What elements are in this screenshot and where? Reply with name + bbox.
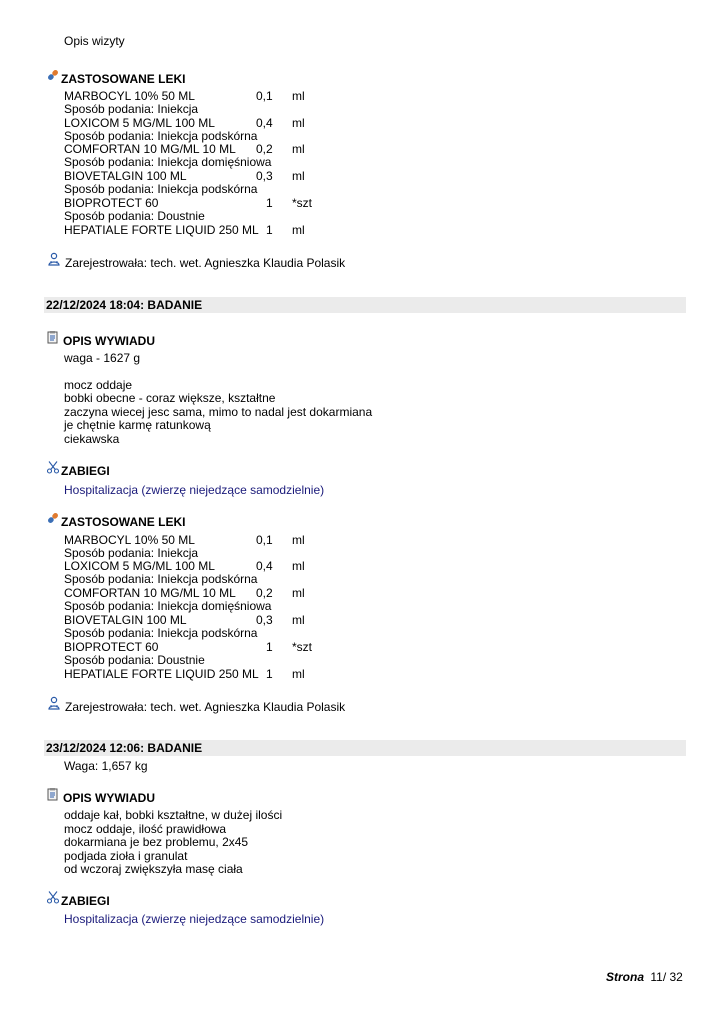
med-route: Sposób podania: Iniekcja [64,102,199,116]
med-route: Sposób podania: Iniekcja podskórna [64,129,258,143]
note-line: ciekawska [64,432,120,446]
med-route: Sposób podania: Iniekcja podskórna [64,626,258,640]
med-qty: 0,1 [256,89,273,103]
med-qty: 0,3 [256,613,273,627]
med-unit: ml [292,559,305,573]
med-name: BIOPROTECT 60 [64,196,159,210]
note-line: bobki obecne - coraz większe, kształtne [64,391,276,405]
med-qty: 0,4 [256,559,273,573]
med-name: HEPATIALE FORTE LIQUID 250 ML [64,667,259,681]
med-route: Sposób podania: Iniekcja podskórna [64,182,258,196]
med-unit: ml [292,613,305,627]
med-qty: 1 [266,667,273,681]
scissors-icon [46,890,60,904]
med-unit: ml [292,667,305,681]
visit-header-bar [44,740,686,756]
med-qty: 1 [266,640,273,654]
page-footer [606,970,683,984]
med-name: LOXICOM 5 MG/ML 100 ML [64,559,215,573]
doctor-icon [47,696,61,710]
med-route: Sposób podania: Iniekcja domięśniowa [64,599,272,613]
registered-by: Zarejestrowała: tech. wet. Agnieszka Klaudia Polasik [65,256,346,270]
meds-title-2: ZASTOSOWANE LEKI [61,515,186,529]
med-route: Sposób podania: Doustnie [64,209,205,223]
note-line: je chętnie karmę ratunkową [64,418,211,432]
pill-icon [46,511,60,525]
note-line: podjada zioła i granulat [64,849,188,863]
note-line: zaczyna wiecej jesc sama, mimo to nadal jest dokarmiana [64,405,373,419]
med-qty: 0,2 [256,586,273,600]
med-name: BIOVETALGIN 100 ML [64,613,187,627]
med-unit: ml [292,142,305,156]
visit-description-label: Opis wizyty [64,34,125,48]
med-name: BIOPROTECT 60 [64,640,159,654]
med-name: COMFORTAN 10 MG/ML 10 ML [64,586,236,600]
med-route: Sposób podania: Iniekcja [64,546,199,560]
procedure-link[interactable]: Hospitalizacja (zwierzę niejedzące samodzielnie) [64,912,325,926]
note-line: dokarmiana je bez problemu, 2x45 [64,835,249,849]
procedures-title-2: ZABIEGI [61,464,110,478]
scissors-icon [46,460,60,474]
history-title-2: OPIS WYWIADU [63,334,155,348]
med-unit: *szt [292,640,313,654]
note-line: oddaje kał, bobki kształtne, w dużej ilości [64,808,283,822]
clipboard-icon [46,787,60,801]
procedure-link[interactable]: Hospitalizacja (zwierzę niejedzące samodzielnie) [64,483,325,497]
med-unit: *szt [292,196,313,210]
doctor-icon [47,252,61,266]
med-route: Sposób podania: Doustnie [64,653,205,667]
procedures-title-3: ZABIEGI [61,894,110,908]
visit-header: 22/12/2024 18:04: BADANIE [46,298,203,312]
med-qty: 0,2 [256,142,273,156]
med-name: MARBOCYL 10% 50 ML [64,533,195,547]
note-line: od wczoraj zwiększyła masę ciała [64,862,243,876]
pill-icon [46,68,60,82]
med-name: COMFORTAN 10 MG/ML 10 ML [64,142,236,156]
med-qty: 0,4 [256,116,273,130]
med-qty: 0,3 [256,169,273,183]
note-line: mocz oddaje, ilość prawidłowa [64,822,227,836]
weight: Waga: 1,657 kg [64,759,148,773]
med-route: Sposób podania: Iniekcja podskórna [64,572,258,586]
med-name: HEPATIALE FORTE LIQUID 250 ML [64,223,259,237]
page-number: 11/ 32 [650,970,683,984]
med-route: Sposób podania: Iniekcja domięśniowa [64,155,272,169]
med-name: LOXICOM 5 MG/ML 100 ML [64,116,215,130]
registered-by: Zarejestrowała: tech. wet. Agnieszka Klaudia Polasik [65,700,346,714]
med-unit: ml [292,116,305,130]
visit-header: 23/12/2024 12:06: BADANIE [46,741,203,755]
note-line: mocz oddaje [64,378,133,392]
med-name: BIOVETALGIN 100 ML [64,169,187,183]
med-unit: ml [292,586,305,600]
med-unit: ml [292,533,305,547]
med-name: MARBOCYL 10% 50 ML [64,89,195,103]
med-qty: 1 [266,223,273,237]
meds-title-1: ZASTOSOWANE LEKI [61,72,186,86]
clipboard-icon [46,330,60,344]
page-label: Strona [606,970,645,984]
med-qty: 1 [266,196,273,210]
med-qty: 0,1 [256,533,273,547]
weight: waga - 1627 g [64,351,141,365]
med-unit: ml [292,223,305,237]
history-title-3: OPIS WYWIADU [63,791,155,805]
visit-header-bar [44,297,686,313]
med-unit: ml [292,169,305,183]
med-unit: ml [292,89,305,103]
